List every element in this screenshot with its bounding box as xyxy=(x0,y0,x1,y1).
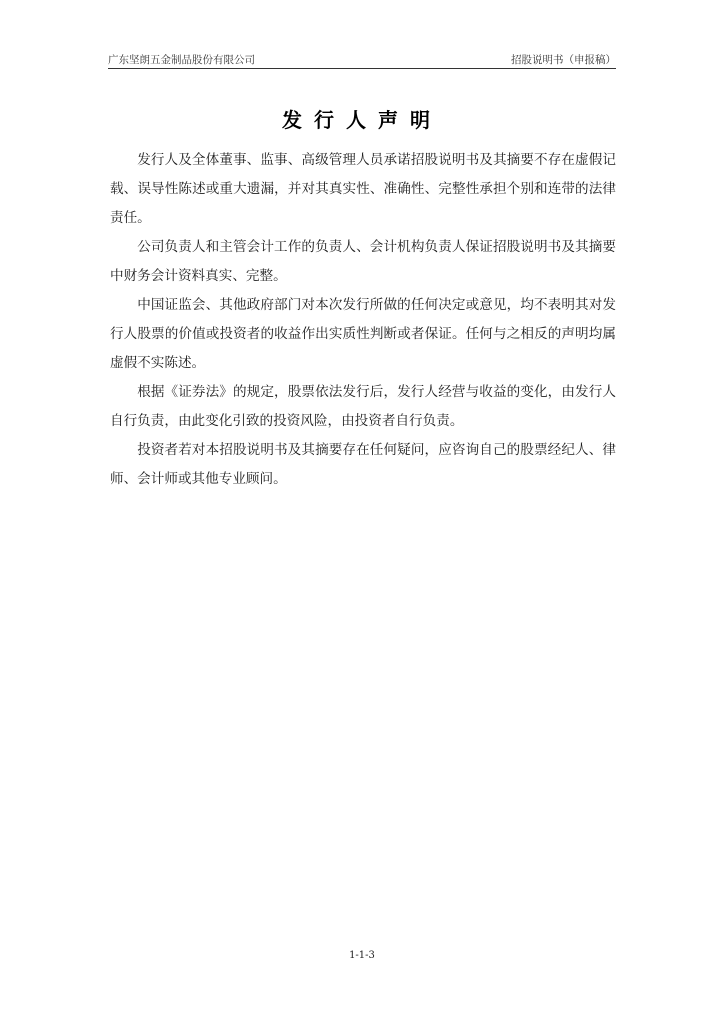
header-company-name: 广东坚朗五金制品股份有限公司 xyxy=(108,54,255,66)
page-number: 1-1-3 xyxy=(349,950,375,961)
paragraph: 中国证监会、其他政府部门对本次发行所做的任何决定或意见，均不表明其对发行人股票的价值或投资者的收益作出实质性判断或者保证。任何与之相反的声明均属虚假不实陈述。 xyxy=(110,297,616,371)
paragraph: 发行人及全体董事、监事、高级管理人员承诺招股说明书及其摘要不存在虚假记载、误导性陈述或重大遗漏，并对其真实性、准确性、完整性承担个别和连带的法律责任。 xyxy=(110,152,616,226)
header-document-type: 招股说明书（申报稿） xyxy=(511,54,616,66)
page-title: 发行人声明 xyxy=(282,108,442,132)
paragraph: 根据《证券法》的规定，股票依法发行后，发行人经营与收益的变化，由发行人自行负责，由此变化引致的投资风险，由投资者自行负责。 xyxy=(110,384,616,429)
paragraph: 公司负责人和主管会计工作的负责人、会计机构负责人保证招股说明书及其摘要中财务会计资料真实、完整。 xyxy=(110,239,616,284)
page-header xyxy=(108,50,616,69)
paragraph: 投资者若对本招股说明书及其摘要存在任何疑问，应咨询自己的股票经纪人、律师、会计师或其他专业顾问。 xyxy=(110,442,616,487)
statement-body xyxy=(110,146,616,494)
